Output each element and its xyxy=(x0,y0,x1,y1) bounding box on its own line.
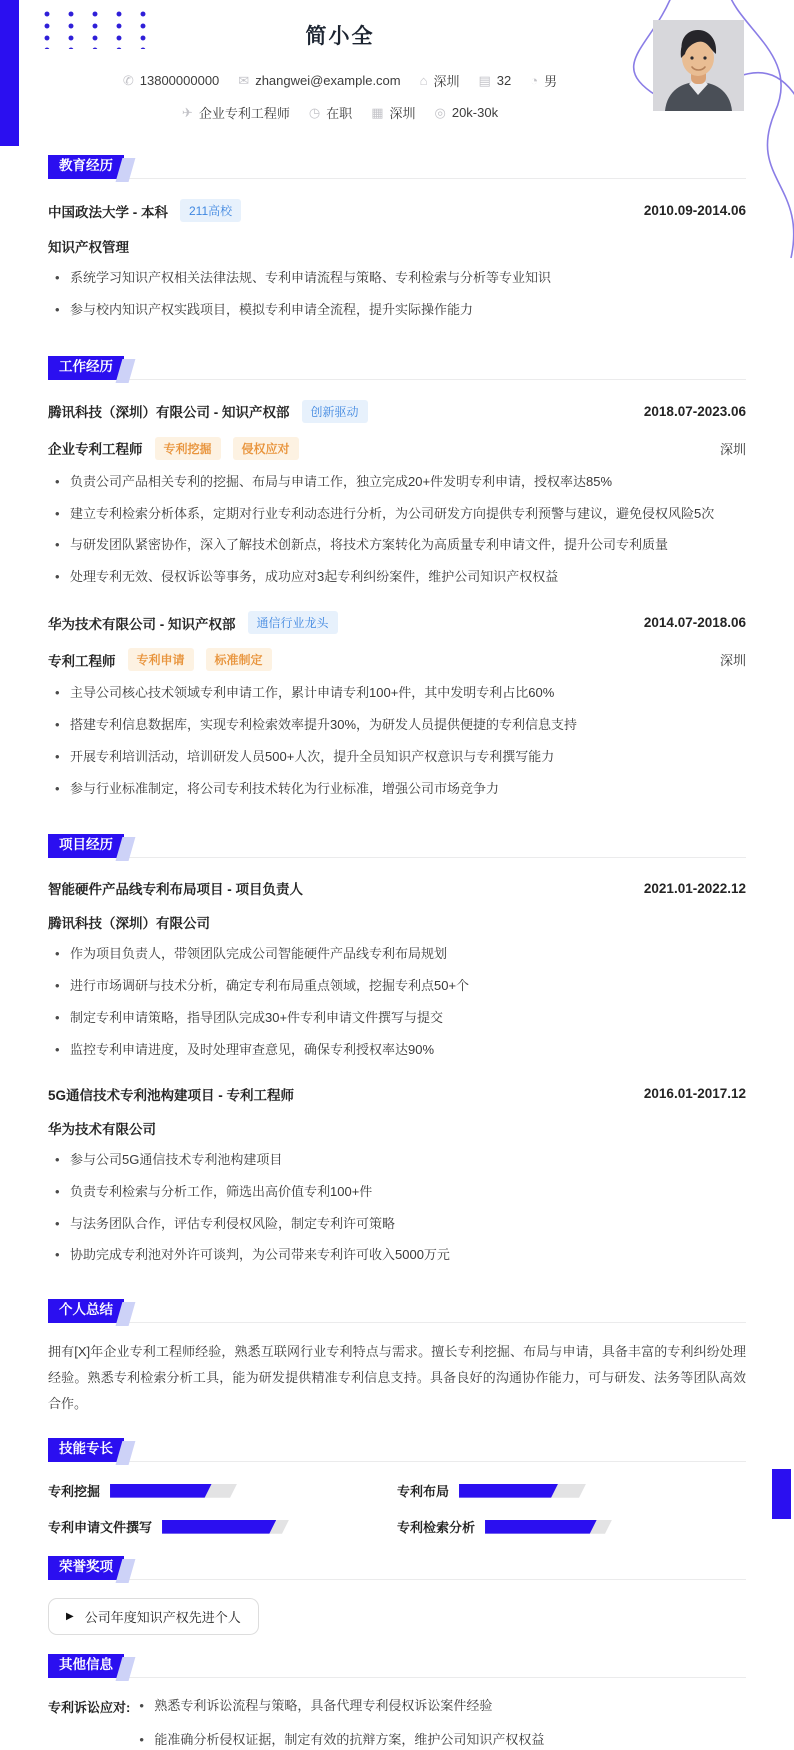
contact-city xyxy=(371,103,415,122)
contact-job-intention xyxy=(182,103,290,122)
salary-value: 20k-30k xyxy=(451,105,499,120)
summary-text: 拥有[X]年企业专利工程师经验，熟悉互联网行业专利特点与需求。擅长专利挖掘、布局与申请，具备丰富的专利纠纷处理经验。熟悉专利检索分析工具，能为研发提供精准专利信息支持。具备良好的沟通协作能力，可与研发、法务等团队高效合作。 xyxy=(48,1344,746,1412)
education-entry-header xyxy=(48,199,746,222)
section-summary xyxy=(48,1299,746,1417)
avatar-portrait-illustration xyxy=(653,20,744,111)
dot-grid-decoration xyxy=(32,5,146,49)
bullet-item: • 与法务团队合作，评估专利侵权风险，制定专利许可策略 xyxy=(48,1215,746,1234)
phone-value: 13800000000 xyxy=(139,73,220,88)
location-value: 深圳 xyxy=(433,74,460,89)
job-intention-value: 企业专利工程师 xyxy=(198,106,290,121)
contact-row-2 xyxy=(48,103,632,122)
email-value: zhangwei@example.com xyxy=(255,73,401,88)
position-title: 专利工程师 xyxy=(48,653,116,669)
bullet-item: • 参与公司5G通信技术专利池构建项目 xyxy=(48,1151,746,1170)
project-entry-header xyxy=(48,1084,746,1104)
contact-email xyxy=(238,73,400,88)
job-bullets xyxy=(48,684,746,798)
section-skills xyxy=(48,1438,746,1536)
skill-bar-fill xyxy=(459,1484,558,1498)
job-date: 2014.07-2018.06 xyxy=(643,615,746,631)
job-location: 深圳 xyxy=(719,441,746,457)
job-date: 2018.07-2023.06 xyxy=(643,403,746,419)
school-tag: 211高校 xyxy=(180,199,241,222)
section-title-badge: 个人总结 xyxy=(48,1299,124,1323)
bullet-item: • 能准确分析侵权证据，制定有效的抗辩方案，维护公司知识产权权益 xyxy=(130,1731,746,1750)
project-bullets xyxy=(48,945,746,1059)
bullet-item: • 参与校内知识产权实践项目，模拟专利申请全流程，提升实际操作能力 xyxy=(48,301,746,320)
section-projects xyxy=(48,834,746,1265)
other-label: 专利诉讼应对: xyxy=(48,1700,131,1716)
email-icon: ✉ xyxy=(238,73,250,88)
project-company: 腾讯科技（深圳）有限公司 xyxy=(48,916,210,932)
project-company: 华为技术有限公司 xyxy=(48,1121,156,1137)
skill-item xyxy=(48,1481,397,1500)
status-value: 在职 xyxy=(326,106,353,121)
skill-item xyxy=(397,1517,746,1536)
bullet-item: • 监控专利申请进度，及时处理审查意见，确保专利授权率达90% xyxy=(48,1041,746,1060)
section-awards xyxy=(48,1556,746,1635)
bullet-item: • 与研发团队紧密协作，深入了解技术创新点，将技术方案转化为高质量专利申请文件，提升公司专利质量 xyxy=(48,536,746,555)
position-tag: 标准制定 xyxy=(206,648,272,671)
award-item xyxy=(48,1598,259,1635)
skill-bar-fill xyxy=(162,1520,276,1534)
award-text: 公司年度知识产权先进个人 xyxy=(84,1610,241,1626)
contact-age xyxy=(479,73,512,88)
bullet-item: • 负责公司产品相关专利的挖掘、布局与申请工作，独立完成20+件发明专利申请，授权率达85% xyxy=(48,473,746,492)
section-other xyxy=(48,1654,746,1750)
candidate-name: 简小全 xyxy=(305,25,375,48)
city-icon: ▦ xyxy=(371,105,384,120)
phone-icon: ✆ xyxy=(122,73,134,88)
gender-value: 男 xyxy=(544,74,558,89)
city-value: 深圳 xyxy=(389,106,416,121)
project-bullets xyxy=(48,1151,746,1265)
bullet-item: • 系统学习知识产权相关法律法规、专利申请流程与策略、专利检索与分析等专业知识 xyxy=(48,269,746,288)
section-header xyxy=(48,1299,746,1323)
section-title-badge: 项目经历 xyxy=(48,834,124,858)
job-target-icon: ✈ xyxy=(181,105,193,120)
education-date: 2010.09-2014.06 xyxy=(643,203,746,218)
position-tag: 专利申请 xyxy=(128,648,194,671)
position-title: 企业专利工程师 xyxy=(48,442,143,458)
bullet-item: • 熟悉专利诉讼流程与策略，具备代理专利侵权诉讼案件经验 xyxy=(130,1697,746,1716)
project-name: 智能硬件产品线专利布局项目 - 项目负责人 xyxy=(48,882,303,898)
position-tag: 侵权应对 xyxy=(233,437,299,460)
bullet-item: • 主导公司核心技术领域专利申请工作，累计申请专利100+件，其中发明专利占比60% xyxy=(48,684,746,703)
section-work xyxy=(48,356,746,799)
bullet-item: • 搭建专利信息数据库，实现专利检索效率提升30%，为研发人员提供便捷的专利信息支持 xyxy=(48,716,746,735)
job-title-row xyxy=(48,437,746,460)
section-header xyxy=(48,1556,746,1580)
skill-name: 专利申请文件撰写 xyxy=(48,1520,153,1536)
skill-bar xyxy=(162,1520,289,1534)
company-name: 华为技术有限公司 - 知识产权部 xyxy=(48,616,236,632)
contact-row-1 xyxy=(48,71,632,90)
bullet-item: • 负责专利检索与分析工作，筛选出高价值专利100+件 xyxy=(48,1183,746,1202)
job-entry-header xyxy=(48,400,746,423)
section-header xyxy=(48,1654,746,1678)
gender-icon: ◔ xyxy=(530,73,539,88)
job-bullets xyxy=(48,473,746,587)
project-date: 2021.01-2022.12 xyxy=(643,880,746,896)
project-date: 2016.01-2017.12 xyxy=(643,1086,746,1102)
bullet-item: • 开展专利培训活动，培训研发人员500+人次，提升全员知识产权意识与专利撰写能力 xyxy=(48,748,746,767)
other-info-row xyxy=(48,1697,746,1750)
bullet-item: • 参与行业标准制定，将公司专利技术转化为行业标准，增强公司市场竞争力 xyxy=(48,780,746,799)
skill-bar-fill xyxy=(110,1484,212,1498)
skill-name: 专利挖掘 xyxy=(48,1484,101,1500)
education-bullets xyxy=(48,269,746,320)
skill-item xyxy=(397,1481,746,1500)
bullet-item: • 处理专利无效、侵权诉讼等事务，成功应对3起专利纠纷案件，维护公司知识产权权益 xyxy=(48,568,746,587)
skill-name: 专利检索分析 xyxy=(397,1520,476,1536)
contact-salary xyxy=(435,105,499,120)
avatar xyxy=(653,20,744,111)
major-name: 知识产权管理 xyxy=(48,240,129,255)
section-title-badge: 技能专长 xyxy=(48,1438,124,1462)
contact-location xyxy=(420,71,460,90)
company-tag: 创新驱动 xyxy=(302,400,368,423)
skill-item xyxy=(48,1517,397,1536)
company-tag: 通信行业龙头 xyxy=(248,611,338,634)
play-triangle-icon: ▶ xyxy=(66,1610,74,1622)
job-entry-header xyxy=(48,611,746,634)
skill-bar xyxy=(485,1520,612,1534)
project-entry-header xyxy=(48,878,746,898)
section-title-badge: 其他信息 xyxy=(48,1654,124,1678)
position-tag: 专利挖掘 xyxy=(155,437,221,460)
section-header xyxy=(48,1438,746,1462)
job-title-row xyxy=(48,648,746,671)
skills-grid xyxy=(48,1464,746,1536)
contact-phone xyxy=(123,73,219,88)
skill-bar xyxy=(110,1484,237,1498)
contact-status xyxy=(309,103,352,122)
skill-bar xyxy=(459,1484,586,1498)
section-education xyxy=(48,155,746,320)
company-name: 腾讯科技（深圳）有限公司 - 知识产权部 xyxy=(48,405,290,421)
project-name: 5G通信技术专利池构建项目 - 专利工程师 xyxy=(48,1087,295,1103)
other-bullets xyxy=(130,1697,746,1750)
job-location: 深圳 xyxy=(719,653,746,669)
bullet-item: • 协助完成专利池对外许可谈判，为公司带来专利许可收入5000万元 xyxy=(48,1246,746,1265)
section-header xyxy=(48,356,746,380)
contact-gender xyxy=(530,71,557,90)
status-icon: ◷ xyxy=(308,105,321,120)
age-value: 32 xyxy=(496,73,512,88)
bullet-item: • 建立专利检索分析体系，定期对行业专利动态进行分析，为公司研发方向提供专利预警与建议，避免侵权风险5次 xyxy=(48,505,746,524)
section-title-badge: 教育经历 xyxy=(48,155,124,179)
skill-bar-fill xyxy=(485,1520,597,1534)
age-icon: ▤ xyxy=(478,73,491,88)
section-title-badge: 荣誉奖项 xyxy=(48,1556,124,1580)
bullet-item: • 作为项目负责人，带领团队完成公司智能硬件产品线专利布局规划 xyxy=(48,945,746,964)
bullet-item: • 制定专利申请策略，指导团队完成30+件专利申请文件撰写与提交 xyxy=(48,1009,746,1028)
school-name: 中国政法大学 - 本科 xyxy=(48,204,168,220)
bottom-right-accent-block xyxy=(772,1469,791,1519)
skill-name: 专利布局 xyxy=(397,1484,450,1500)
left-accent-bar xyxy=(0,0,19,146)
salary-icon: ◎ xyxy=(434,105,446,120)
bullet-item: • 进行市场调研与技术分析，确定专利布局重点领域，挖掘专利点50+个 xyxy=(48,977,746,996)
section-title-badge: 工作经历 xyxy=(48,356,124,380)
section-header xyxy=(48,834,746,858)
section-header xyxy=(48,155,746,179)
home-icon: ⌂ xyxy=(419,73,428,88)
